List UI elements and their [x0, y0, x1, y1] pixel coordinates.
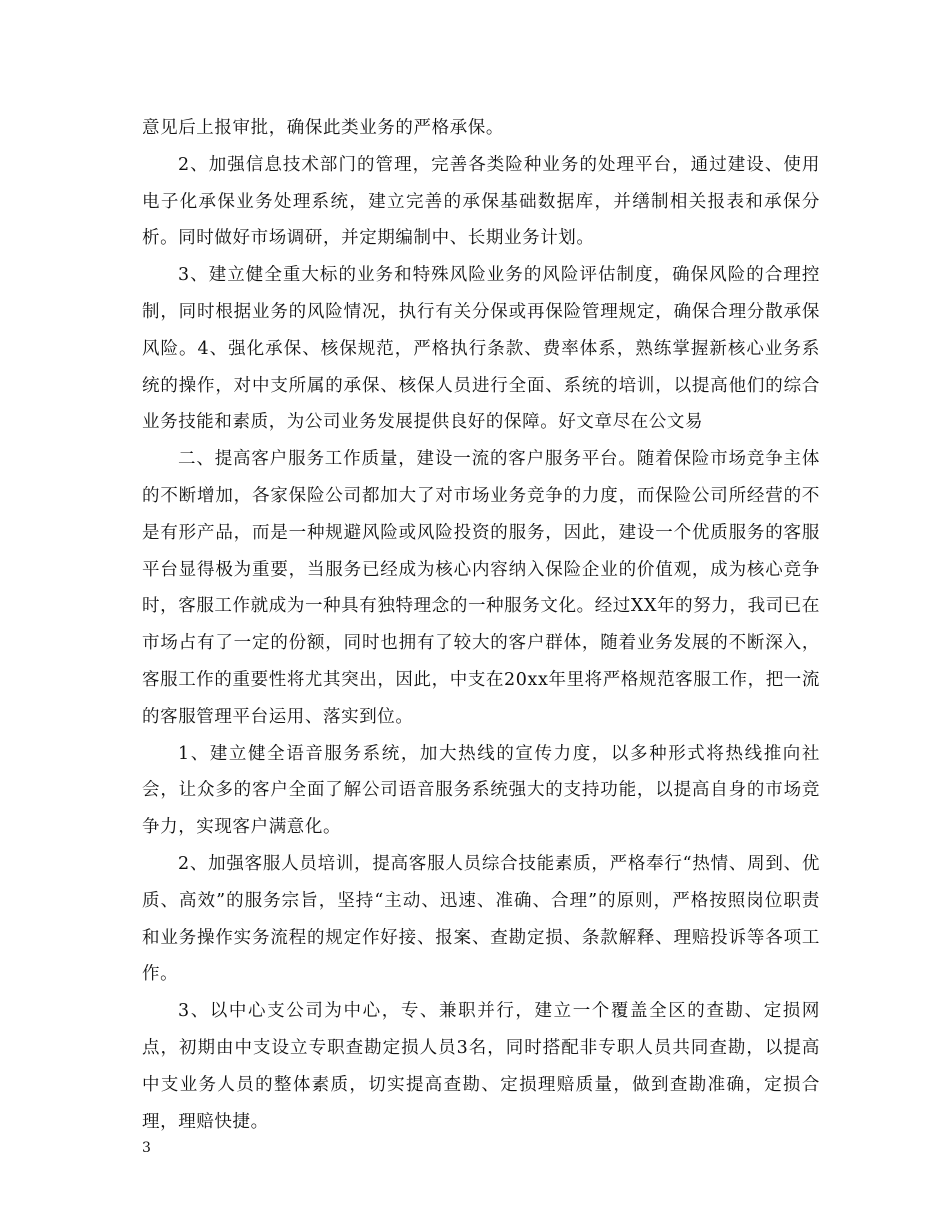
page-number: 3 [142, 1140, 151, 1156]
paragraph-4: 二、提高客户服务工作质量，建设一流的客户服务平台。随着保险市场竞争主体的不断增加，各家保险公司都加大了对市场业务竞争的力度，而保险公司所经营的不是有形产品，而是一种规避风险或风险投资的服务，因此，建设一个优质服务的客服平台显得极为重要，当服务已经成为核心内容纳入保险企业的价值观，成为核心竞争时，客服工作就成为一种具有独特理念的一种服务文化。经过XX年的努力，我司已在市场占有了一定的份额，同时也拥有了较大的客户群体，随着业务发展的不断深入，客服工作的重要性将尤其突出，因此，中支在20xx年里将严格规范客服工作，把一流的客服管理平台运用、落实到位。 [142, 449, 820, 727]
paragraph-5: 1、建立健全语音服务系统，加大热线的宣传力度，以多种形式将热线推向社会，让众多的客户全面了解公司语音服务系统强大的支持功能，以提高自身的市场竞争力，实现客户满意化。 [142, 743, 820, 838]
document-body [142, 110, 820, 1140]
paragraph-6: 2、加强客服人员培训，提高客服人员综合技能素质，严格奉行“热情、周到、优质、高效”的服务宗旨，坚持“主动、迅速、准确、合理”的原则，严格按照岗位职责和业务操作实务流程的规定作好接、报案、查勘定损、条款解释、理赔投诉等各项工作。 [142, 853, 820, 985]
paragraph-7: 3、以中心支公司为中心，专、兼职并行，建立一个覆盖全区的查勘、定损网点，初期由中支设立专职查勘定损人员3名，同时搭配非专职人员共同查勘，以提高中支业务人员的整体素质，切实提高查勘、定损理赔质量，做到查勘准确，定损合理，理赔快捷。 [142, 1001, 820, 1132]
paragraph-3: 3、建立健全重大标的业务和特殊风险业务的风险评估制度，确保风险的合理控制，同时根据业务的风险情况，执行有关分保或再保险管理规定，确保合理分散承保风险。4、强化承保、核保规范，严格执行条款、费率体系，熟练掌握新核心业务系统的操作，对中支所属的承保、核保人员进行全面、系统的培训，以提高他们的综合业务技能和素质，为公司业务发展提供良好的保障。好文章尽在公文易 [142, 265, 820, 433]
paragraph-1: 意见后上报审批，确保此类业务的严格承保。 [142, 118, 504, 138]
paragraph-2: 2、加强信息技术部门的管理，完善各类险种业务的处理平台，通过建设、使用电子化承保业务处理系统，建立完善的承保基础数据库，并缮制相关报表和承保分析。同时做好市场调研，并定期编制中、长期业务计划。 [142, 154, 820, 249]
